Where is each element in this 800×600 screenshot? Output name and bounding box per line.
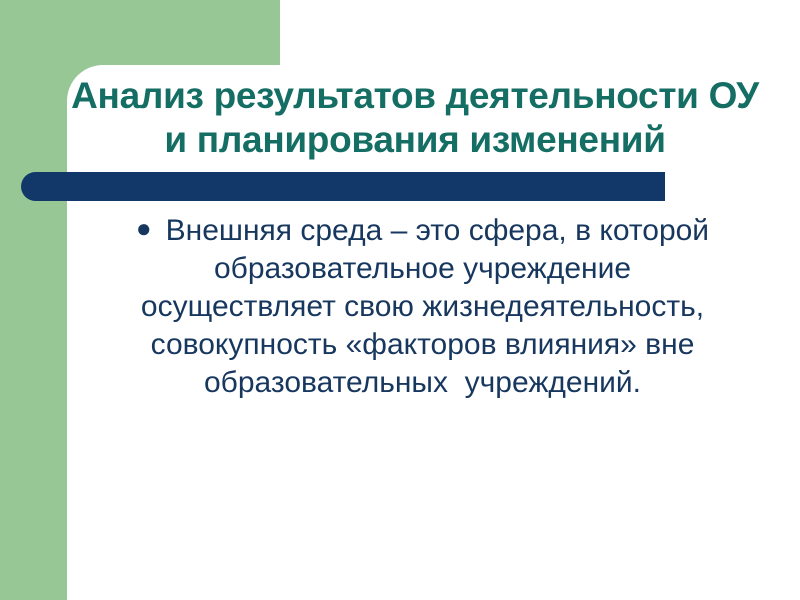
- divider-bar: [21, 172, 665, 201]
- bullet-icon: ●: [135, 213, 152, 243]
- green-left-band: [0, 0, 67, 600]
- bullet-text-block: [95, 212, 750, 402]
- bullet-text-line: образовательных учреждений.: [204, 366, 641, 399]
- bullet-text-line: осуществляет свою жизнедеятельность,: [140, 290, 705, 323]
- slide-title: [70, 74, 760, 162]
- slide-title-line-2: и планирования изменений: [164, 119, 666, 160]
- bullet-text-line: совокупность «факторов влияния» вне: [150, 328, 695, 361]
- slide-title-line-1: Анализ результатов деятельности ОУ: [71, 75, 759, 116]
- bullet-text-line-1: Внешняя среда – это сфера, в которой: [165, 214, 710, 247]
- bullet-text-line: образовательное учреждение: [213, 252, 632, 285]
- bullet-text-line: [95, 212, 750, 250]
